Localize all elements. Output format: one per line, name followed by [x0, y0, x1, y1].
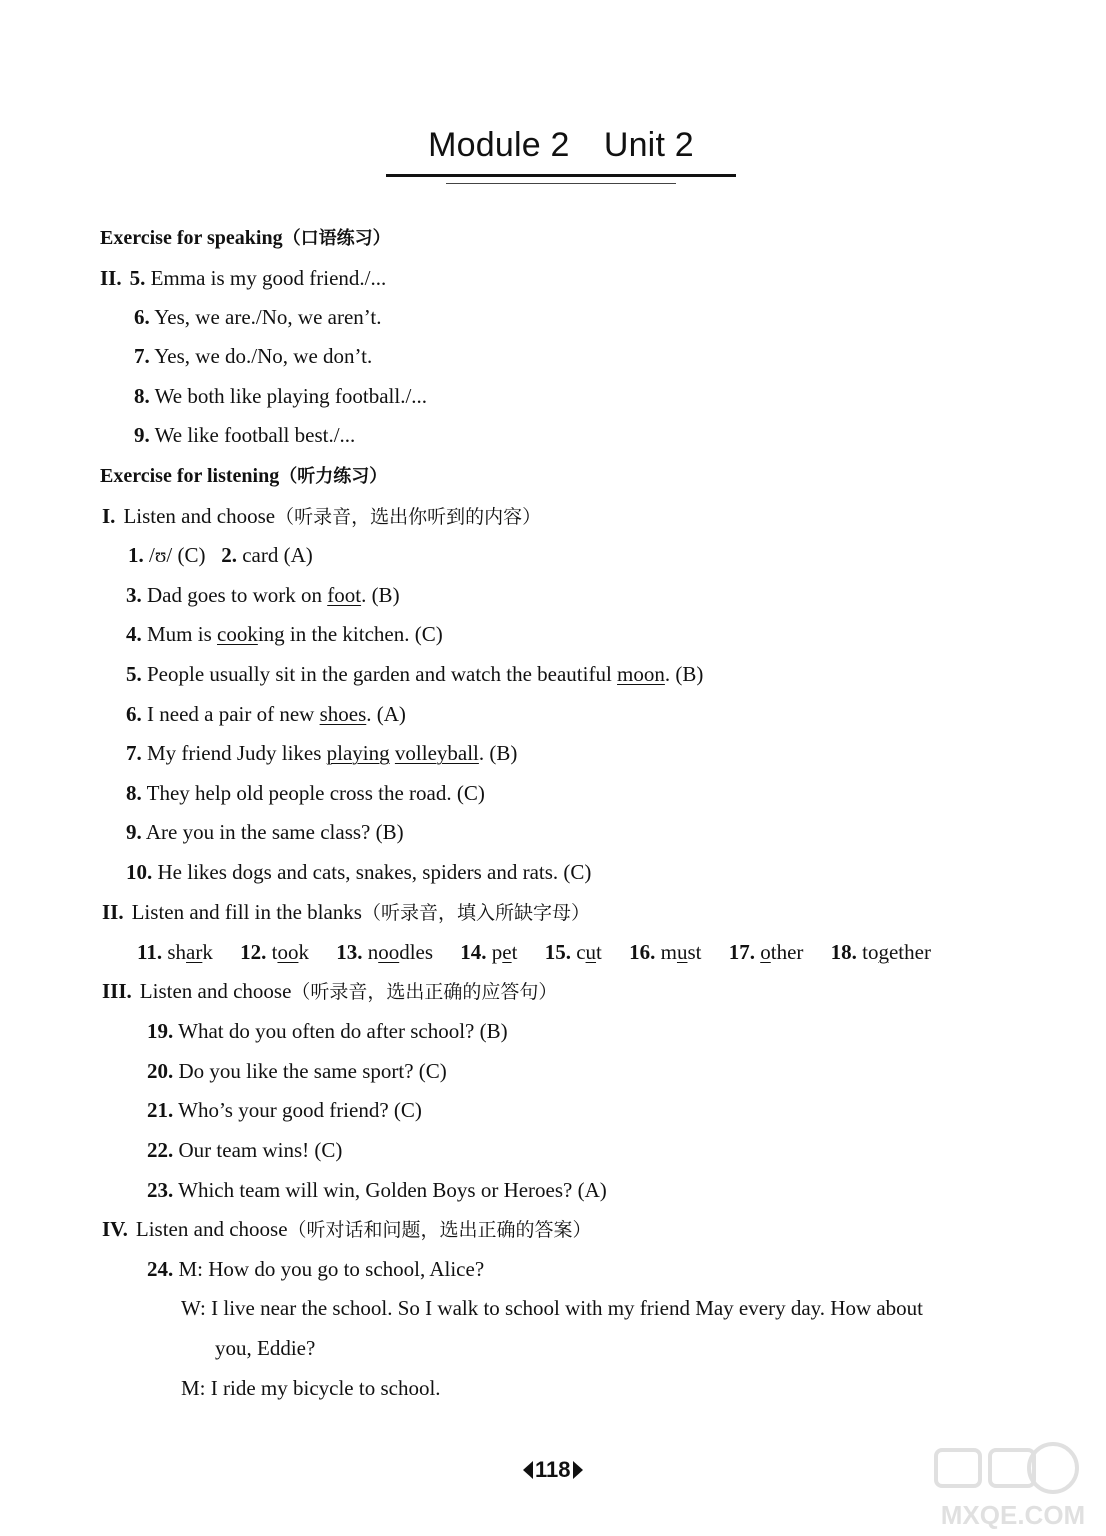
item-text: Dad goes to work on	[147, 583, 328, 607]
speaking-item-7	[134, 342, 372, 370]
part2-roman: II.	[102, 900, 124, 924]
item-number: 16.	[629, 940, 656, 964]
word-part: ther	[770, 940, 804, 964]
part1-item-8	[126, 779, 485, 807]
part4-heading	[102, 1215, 592, 1244]
missing-letters: u	[676, 940, 688, 964]
item-text: . (B)	[361, 583, 400, 607]
missing-letters: oo	[277, 940, 299, 964]
missing-letters: oo	[378, 940, 400, 964]
part3-title-cn: （听录音，选出正确的应答句）	[291, 981, 558, 1003]
word-part: t	[511, 940, 518, 964]
item-number: 21.	[147, 1098, 174, 1122]
item-text: What do you often do after school? (B)	[178, 1019, 508, 1043]
item-text: Mum is	[147, 622, 218, 646]
item-text: card (A)	[242, 543, 313, 567]
item-text: He likes dogs and cats, snakes, spiders and rats. (C)	[157, 860, 592, 884]
missing-letters: u	[585, 940, 597, 964]
part1-title: Listen and choose	[123, 504, 276, 528]
item-text: Yes, we do./No, we don’t.	[154, 344, 373, 368]
word-part: p	[491, 940, 503, 964]
title-rule-thick	[386, 174, 736, 177]
item-number: 20.	[147, 1059, 174, 1083]
part1-heading	[102, 502, 541, 531]
item-number: 7.	[134, 344, 150, 368]
word-part: t	[596, 940, 602, 964]
speaking-item-8	[134, 382, 427, 410]
item-text: . (B)	[478, 741, 518, 765]
item-text: I need a pair of new	[147, 702, 320, 726]
word-part: t	[271, 940, 278, 964]
item-number: 9.	[126, 820, 142, 844]
part2-words	[137, 938, 931, 966]
part4-item-24-line1	[147, 1255, 484, 1283]
dialogue-line: M: How do you go to school, Alice?	[178, 1257, 485, 1281]
part1-item-10	[126, 858, 591, 886]
item-text: Who’s your good friend? (C)	[178, 1098, 422, 1122]
word-item	[545, 940, 602, 964]
part4-item-24-line2	[181, 1294, 923, 1322]
word-part: sh	[167, 940, 187, 964]
speaking-title-cn: （口语练习）	[282, 228, 391, 249]
dialogue-line: you, Eddie?	[215, 1336, 316, 1360]
item-number: 6.	[126, 702, 142, 726]
item-text: ing in the kitchen. (C)	[257, 622, 443, 646]
item-text: We both like playing football./...	[154, 384, 428, 408]
word-part: m	[660, 940, 677, 964]
item-text: Are you in the same class? (B)	[145, 820, 404, 844]
part4-item-24-line4	[181, 1374, 441, 1402]
item-number: 8.	[126, 781, 142, 805]
item-text: . (B)	[664, 662, 704, 686]
item-number: 24.	[147, 1257, 174, 1281]
part1-item-6	[126, 700, 406, 728]
left-triangle-icon	[523, 1461, 533, 1479]
word-part: to	[862, 940, 879, 964]
item-text: We like football best./...	[154, 423, 356, 447]
speaking-item-6	[134, 303, 381, 331]
part3-heading	[102, 977, 557, 1006]
part2-heading	[102, 898, 590, 927]
item-text: My friend Judy likes	[147, 741, 327, 765]
item-text: They help old people cross the road. (C)	[146, 781, 485, 805]
watermark-logo-icon	[928, 1438, 1098, 1530]
item-number: 8.	[134, 384, 150, 408]
item-number: 1.	[128, 543, 144, 567]
listening-title: Exercise for listening	[100, 465, 280, 487]
item-text: . (A)	[366, 702, 406, 726]
word-part: k	[202, 940, 213, 964]
part1-item-4	[126, 620, 443, 648]
item-number: 23.	[147, 1178, 174, 1202]
missing-letters: o	[760, 940, 771, 964]
item-number: 2.	[221, 543, 237, 567]
item-number: 3.	[126, 583, 142, 607]
missing-letters: ar	[186, 940, 203, 964]
speaking-section-heading	[100, 224, 391, 253]
item-number: 14.	[460, 940, 487, 964]
item-number: 7.	[126, 741, 142, 765]
speaking-item-9	[134, 421, 355, 449]
part4-title: Listen and choose	[135, 1217, 288, 1241]
word-item	[629, 940, 701, 964]
part1-item-9	[126, 818, 404, 846]
word-part: st	[687, 940, 702, 964]
word-part: c	[576, 940, 586, 964]
item-number: 22.	[147, 1138, 174, 1162]
word-part: k	[298, 940, 309, 964]
item-number: 19.	[147, 1019, 174, 1043]
item-text: Emma is my good friend./...	[150, 266, 387, 290]
missing-letters: g	[878, 940, 889, 964]
page-header	[386, 122, 736, 168]
underlined-word: moon	[617, 662, 665, 686]
item-number: 10.	[126, 860, 153, 884]
item-number: 15.	[544, 940, 571, 964]
item-text: /ʊ/ (C)	[149, 543, 206, 567]
part1-item-3	[126, 581, 400, 609]
word-part: ether	[888, 940, 931, 964]
underlined-word: foot	[327, 583, 362, 607]
item-number: 13.	[336, 940, 363, 964]
item-number: 4.	[126, 622, 142, 646]
missing-letters: e	[502, 940, 512, 964]
word-item	[729, 940, 804, 964]
item-number: 17.	[728, 940, 755, 964]
right-triangle-icon	[573, 1461, 583, 1479]
word-item	[460, 940, 517, 964]
svg-text:MXQE.COM: MXQE.COM	[940, 1500, 1086, 1530]
word-item	[336, 940, 433, 964]
title-rule-thin	[446, 183, 676, 184]
word-item	[831, 940, 931, 964]
speaking-title: Exercise for speaking	[100, 227, 283, 249]
part1-items-1-2	[128, 541, 313, 569]
part1-roman: I.	[102, 504, 116, 528]
dialogue-line: M: I ride my bicycle to school.	[181, 1376, 441, 1400]
word-part: dles	[399, 940, 434, 964]
item-number: 5.	[126, 662, 142, 686]
item-text: Yes, we are./No, we aren’t.	[154, 305, 382, 329]
part4-item-24-line3	[215, 1334, 315, 1362]
part1-item-7	[126, 739, 517, 767]
part4-title-cn: （听对话和问题，选出正确的答案）	[287, 1219, 592, 1241]
underlined-word: playing	[326, 741, 390, 765]
part2-title-cn: （听录音，填入所缺字母）	[361, 902, 590, 924]
part3-item-20	[147, 1057, 447, 1085]
speaking-item-5	[100, 264, 386, 292]
part1-item-5	[126, 660, 703, 688]
item-text: Our team wins! (C)	[178, 1138, 343, 1162]
part3-item-19	[147, 1017, 508, 1045]
item-number: 6.	[134, 305, 150, 329]
item-number: 12.	[240, 940, 267, 964]
part2-title: Listen and fill in the blanks	[131, 900, 362, 924]
item-number: 11.	[137, 940, 163, 964]
item-number: 5.	[129, 266, 146, 290]
part3-item-21	[147, 1096, 422, 1124]
dialogue-line: W: I live near the school. So I walk to school with my friend May every day. How about	[181, 1296, 924, 1320]
item-text: Do you like the same sport? (C)	[178, 1059, 447, 1083]
listening-section-heading	[100, 462, 387, 491]
part3-item-22	[147, 1136, 342, 1164]
listening-title-cn: （听力练习）	[279, 466, 388, 487]
word-part: n	[367, 940, 379, 964]
underlined-word: volleyball	[394, 741, 479, 765]
part3-title: Listen and choose	[139, 979, 292, 1003]
item-number: 9.	[134, 423, 150, 447]
underlined-word: shoes	[319, 702, 367, 726]
item-text: People usually sit in the garden and watch the beautiful	[147, 662, 618, 686]
part1-title-cn: （听录音，选出你听到的内容）	[275, 506, 542, 528]
part4-roman: IV.	[102, 1217, 128, 1241]
page-number	[523, 1455, 583, 1485]
speaking-roman: II.	[100, 266, 122, 290]
part3-roman: III.	[102, 979, 132, 1003]
underlined-word: cook	[217, 622, 258, 646]
word-item	[240, 940, 309, 964]
word-item	[137, 940, 213, 964]
part3-item-23	[147, 1176, 607, 1204]
page-title: Module 2 Unit 2	[428, 126, 694, 164]
page-number-text: 118	[535, 1457, 571, 1482]
item-text: Which team will win, Golden Boys or Heroes? (A)	[178, 1178, 607, 1202]
item-number: 18.	[830, 940, 857, 964]
